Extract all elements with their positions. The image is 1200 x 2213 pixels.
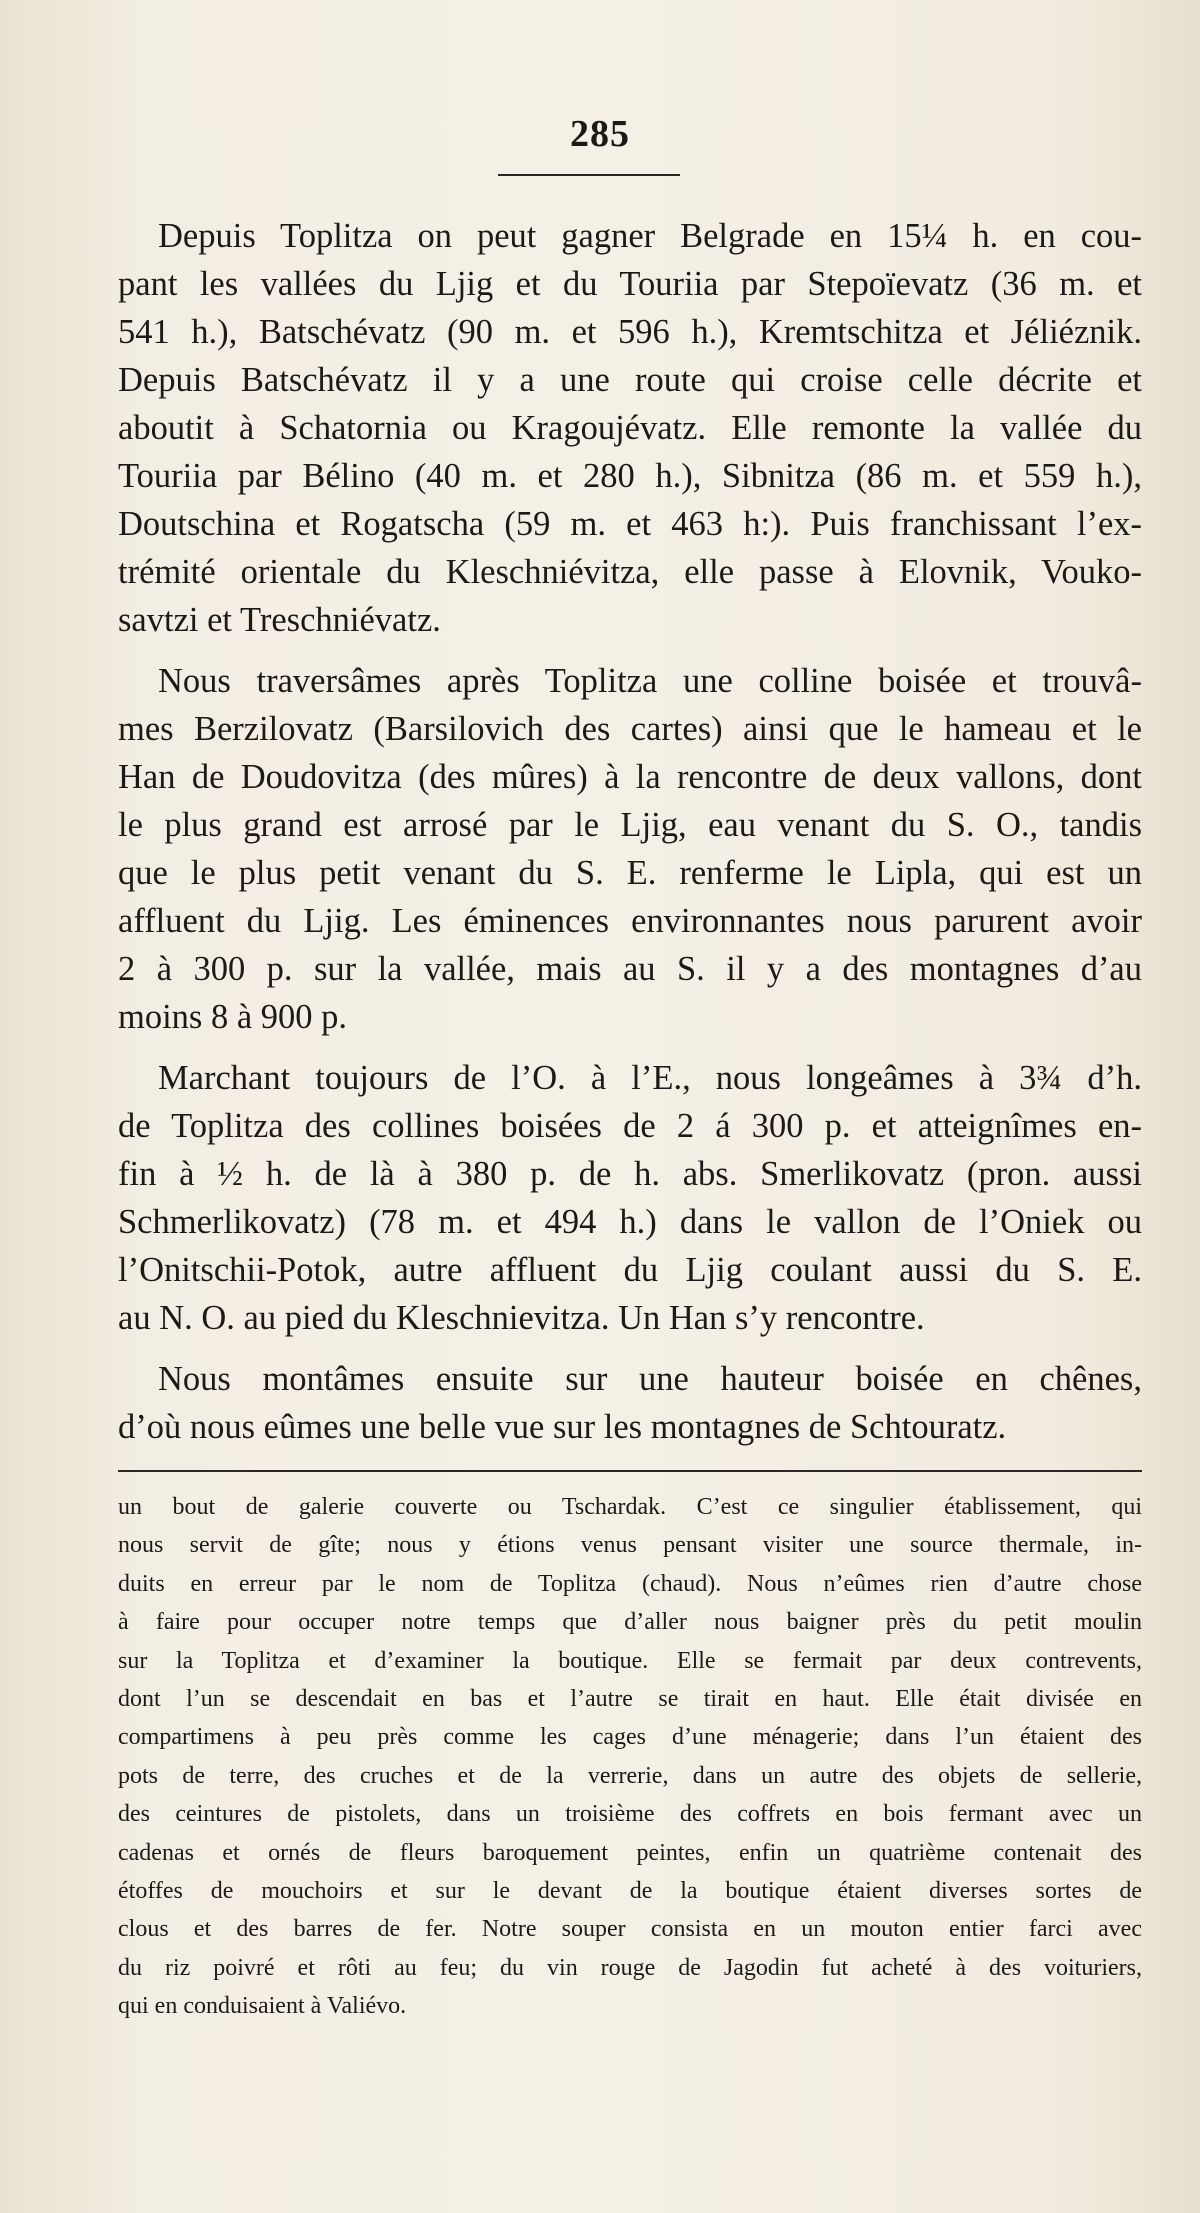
header-rule (498, 174, 680, 176)
text-line: trémité orientale du Kleschniévitza, elle passe à Elovnik, Vouko- (118, 553, 1142, 591)
text-line: savtzi et Treschniévatz. (118, 601, 441, 639)
text-line: Schmerlikovatz) (78 m. et 494 h.) dans le vallon de l’Oniek ou (118, 1203, 1142, 1241)
footnote (118, 1488, 1142, 2026)
footnote-line: clous et des barres de fer. Notre souper consista en un mouton entier farci avec (118, 1916, 1142, 1943)
text-line: Nous montâmes ensuite sur une hauteur boisée en chênes, (158, 1360, 1142, 1398)
text-line: aboutit à Schatornia ou Kragoujévatz. Elle remonte la vallée du (118, 409, 1142, 447)
text-line: 541 h.), Batschévatz (90 m. et 596 h.), Kremtschitza et Jéliéznik. (118, 313, 1142, 351)
footnote-line: compartimens à peu près comme les cages d’une ménagerie; dans l’un étaient des (118, 1724, 1142, 1751)
text-line: Nous traversâmes après Toplitza une colline boisée et trouvâ- (158, 662, 1142, 700)
footnote-rule (118, 1470, 1142, 1472)
text-line: d’où nous eûmes une belle vue sur les montagnes de Schtouratz. (118, 1408, 1007, 1446)
main-text (118, 212, 1142, 1464)
paragraph (118, 212, 1142, 644)
paragraph (118, 1355, 1142, 1451)
text-line: Han de Doudovitza (des mûres) à la rencontre de deux vallons, dont (118, 758, 1142, 796)
footnote-line: un bout de galerie couverte ou Tschardak. C’est ce singulier établissement, qui (118, 1494, 1142, 1520)
text-line: moins 8 à 900 p. (118, 998, 348, 1036)
text-line: Marchant toujours de l’O. à l’E., nous longeâmes à 3¾ d’h. (158, 1059, 1142, 1097)
text-line: affluent du Ljig. Les éminences environnantes nous parurent avoir (118, 902, 1142, 940)
footnote-line: étoffes de mouchoirs et sur le devant de la boutique étaient diverses sortes de (118, 1878, 1142, 1905)
footnote-line: nous servit de gîte; nous y étions venus pensant visiter une source thermale, in- (118, 1532, 1142, 1559)
footnote-line: du riz poivré et rôti au feu; du vin rouge de Jagodin fut acheté à des voituriers, (118, 1954, 1142, 1981)
footnote-line: dont l’un se descendait en bas et l’autre se tirait en haut. Elle était divisée en (118, 1686, 1142, 1713)
text-line: 2 à 300 p. sur la vallée, mais au S. il y a des montagnes d’au (118, 950, 1142, 988)
page-number: 285 (570, 113, 630, 155)
footnote-line: duits en erreur par le nom de Toplitza (chaud). Nous n’eûmes rien d’autre chose (118, 1570, 1142, 1597)
footnote-line: pots de terre, des cruches et de la verrerie, dans un autre des objets de sellerie, (118, 1762, 1142, 1789)
footnote-line: qui en conduisaient à Valiévo. (118, 1993, 407, 2020)
text-line: mes Berzilovatz (Barsilovich des cartes) ainsi que le hameau et le (118, 710, 1142, 748)
text-line: de Toplitza des collines boisées de 2 á 300 p. et atteignîmes en- (118, 1107, 1142, 1145)
text-line: l’Onitschii-Potok, autre affluent du Ljig coulant aussi du S. E. (118, 1251, 1142, 1289)
text-line: fin à ½ h. de là à 380 p. de h. abs. Smerlikovatz (pron. aussi (118, 1155, 1142, 1193)
text-line: pant les vallées du Ljig et du Touriia par Stepoïevatz (36 m. et (118, 265, 1142, 303)
footnote-line: cadenas et ornés de fleurs baroquement peintes, enfin un quatrième contenait des (118, 1839, 1142, 1866)
text-line: que le plus petit venant du S. E. renferme le Lipla, qui est un (118, 854, 1142, 892)
footnote-line: sur la Toplitza et d’examiner la boutique. Elle se fermait par deux contrevents, (118, 1647, 1142, 1674)
text-line: Depuis Batschévatz il y a une route qui croise celle décrite et (118, 361, 1142, 399)
footnote-line: des ceintures de pistolets, dans un troisième des coffrets en bois fermant avec un (118, 1801, 1142, 1828)
paragraph (118, 657, 1142, 1041)
text-line: le plus grand est arrosé par le Ljig, eau venant du S. O., tandis (118, 806, 1142, 844)
footnote-line: à faire pour occuper notre temps que d’aller nous baigner près du petit moulin (118, 1609, 1142, 1636)
paragraph (118, 1054, 1142, 1342)
text-line: Touriia par Bélino (40 m. et 280 h.), Sibnitza (86 m. et 559 h.), (118, 457, 1142, 495)
text-line: au N. O. au pied du Kleschnievitza. Un Han s’y rencontre. (118, 1299, 925, 1337)
text-line: Depuis Toplitza on peut gagner Belgrade en 15¼ h. en cou- (158, 217, 1142, 255)
text-line: Doutschina et Rogatscha (59 m. et 463 h:). Puis franchissant l’ex- (118, 505, 1142, 543)
